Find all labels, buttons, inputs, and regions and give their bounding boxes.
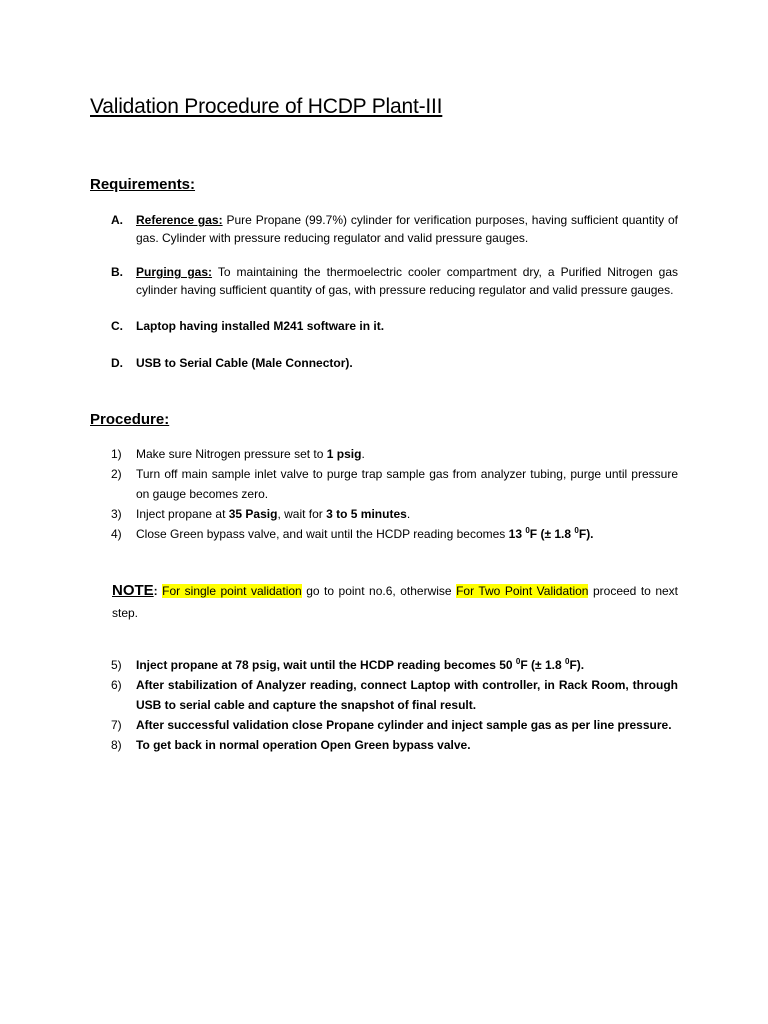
note-highlight-single: For single point validation (162, 584, 302, 598)
step-number: 3) (111, 507, 122, 521)
procedure-step-4 (90, 524, 678, 544)
step-bold-value: 1 psig (326, 447, 362, 461)
procedure-step-7 (90, 715, 678, 735)
procedure-step-6 (90, 675, 678, 715)
requirement-item-c (90, 317, 678, 335)
step-number: 5) (111, 658, 122, 672)
requirements-heading: Requirements: (90, 176, 196, 193)
step-bold-value: 78 psig (235, 658, 277, 672)
requirement-item-a (90, 211, 678, 247)
procedure-steps (90, 444, 678, 544)
procedure-step-2 (90, 464, 678, 504)
degree-sup: 0 (515, 657, 521, 666)
step-bold-value: 35 Pasig (228, 507, 278, 521)
step-number: 4) (111, 527, 122, 541)
reading-value: 13 (508, 527, 522, 541)
note-colon: : (153, 584, 158, 598)
requirement-text: To maintaining the thermoelectric cooler compartment dry, a Purified Nitrogen gas cylinder having sufficient quantity of gas, with pressure reducing regulator and valid pressure gauges. (136, 265, 679, 297)
step-text: , wait until the HCDP reading becomes (276, 658, 500, 672)
degree-sup: 0 (574, 526, 579, 535)
procedure-heading: Procedure: (90, 411, 170, 428)
step-text: After stabilization of Analyzer reading, connect Laptop with controller, in Rack Room, through USB to serial cable and capture the snapshot of final result. (136, 678, 678, 712)
note-highlight-two-point: For Two Point Validation (456, 584, 589, 598)
note-label: NOTE (112, 582, 154, 599)
requirement-marker: C. (111, 319, 123, 333)
reading-value: 50 (499, 658, 513, 672)
requirement-text: USB to Serial Cable (Male Connector). (136, 356, 353, 370)
step-number: 2) (111, 467, 122, 481)
step-text: Inject propane at (136, 658, 236, 672)
requirement-label: Purging gas: (136, 265, 213, 279)
requirement-label: Reference gas: (136, 213, 223, 227)
requirement-marker: B. (111, 265, 123, 279)
step-text: , wait for (277, 507, 327, 521)
note-paragraph (112, 580, 678, 624)
step-text: F (± 1.8 (529, 527, 575, 541)
step-number: 6) (111, 678, 122, 692)
requirements-list (90, 211, 678, 372)
note-text: go to point no.6, otherwise (301, 584, 457, 598)
degree-sup: 0 (525, 526, 530, 535)
requirement-text: Laptop having installed M241 software in it. (136, 319, 385, 333)
step-number: 7) (111, 718, 122, 732)
procedure-step-3 (90, 504, 678, 524)
step-text: . (361, 447, 365, 461)
step-text: Make sure Nitrogen pressure set to (136, 447, 327, 461)
requirement-item-b (90, 263, 678, 299)
step-text: . (406, 507, 411, 521)
procedure-step-1 (90, 444, 678, 464)
procedure-step-5 (90, 655, 678, 675)
step-text: Turn off main sample inlet valve to purge trap sample gas from analyzer tubing, purge until pressure on gauge becomes zero. (136, 467, 678, 501)
requirement-item-d (90, 354, 678, 372)
step-text: After successful validation close Propane cylinder and inject sample gas as per line pressure. (136, 718, 672, 732)
step-bold-value: 3 to 5 minutes (326, 507, 407, 521)
degree-sup: 0 (564, 657, 570, 666)
procedure-steps-continued (90, 655, 678, 755)
procedure-step-8 (90, 735, 678, 755)
step-text: Inject propane at (136, 507, 229, 521)
page-title: Validation Procedure of HCDP Plant-III (90, 95, 443, 118)
step-text: F). (578, 527, 594, 541)
step-text: F (± 1.8 (520, 658, 565, 672)
step-text: Close Green bypass valve, and wait until the HCDP reading becomes (136, 527, 509, 541)
requirement-marker: D. (111, 356, 123, 370)
step-number: 1) (111, 447, 122, 461)
requirement-marker: A. (111, 213, 123, 227)
requirement-text: Pure Propane (99.7%) cylinder for verification purposes, having sufficient quantity of gas. Cylinder with pressure reducing regulator and valid pressure gauges. (136, 213, 678, 245)
step-text: F). (569, 658, 585, 672)
step-number: 8) (111, 738, 122, 752)
note-text: proceed to next step. (112, 584, 678, 620)
step-text: To get back in normal operation Open Green bypass valve. (136, 738, 471, 752)
